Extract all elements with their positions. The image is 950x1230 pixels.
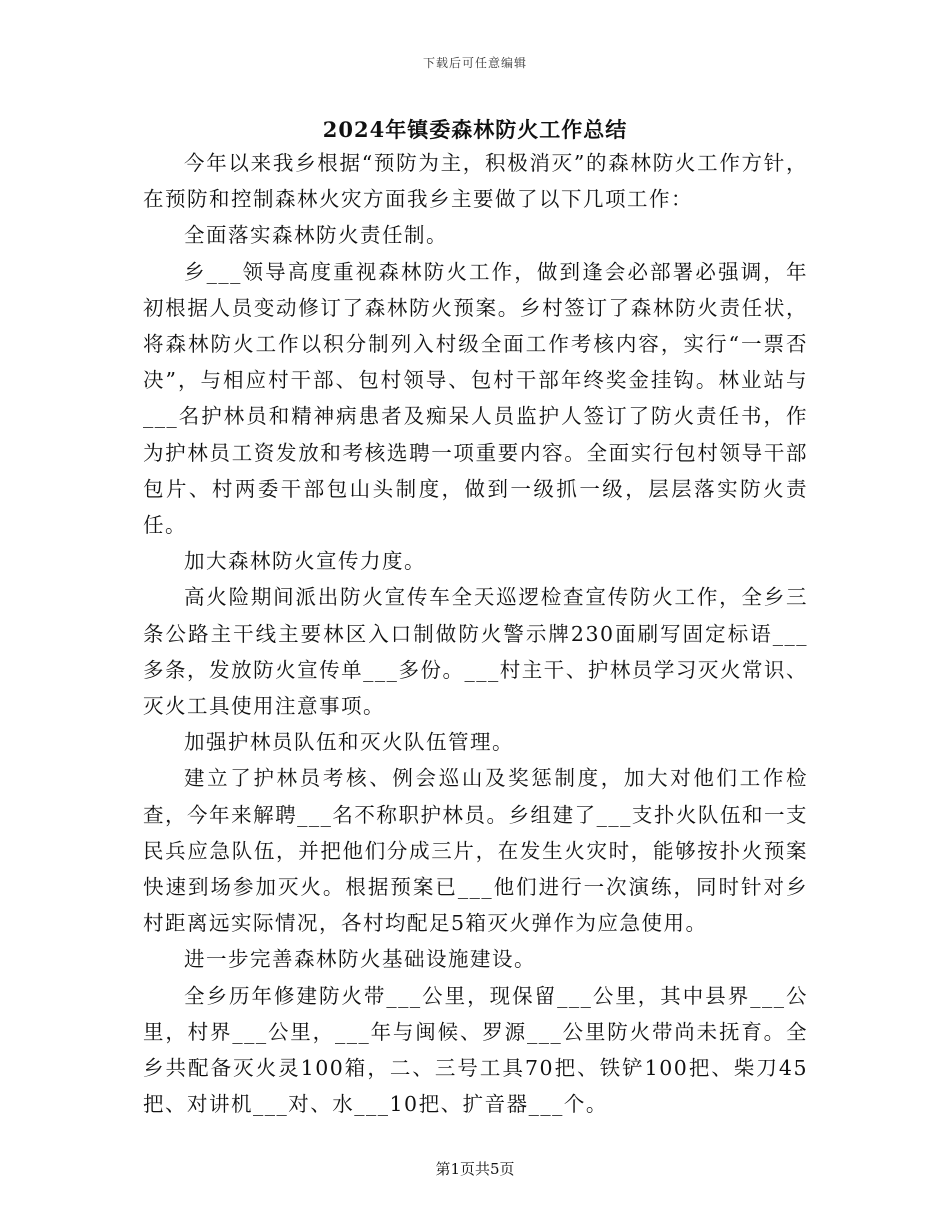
paragraph-teams: 建立了护林员考核、例会巡山及奖惩制度，加大对他们工作检查，今年来解聘___名不称职护林员。乡组建了___支扑火队伍和一支民兵应急队伍，并把他们分成三片，在发生火灾时，能够按扑火预案快速到场参加灭火。根据预案已___他们进行一次演练，同时针对乡村距离远实际情况，各村均配足5箱灭火弹作为应急使用。: [143, 766, 808, 936]
document-body: [143, 145, 808, 1122]
header-note: 下载后可任意编辑: [422, 56, 527, 70]
document-title: 2024年镇委森林防火工作总结: [322, 117, 628, 142]
paragraph-publicity: 高火险期间派出防火宣传车全天巡逻检查宣传防火工作，全乡三条公路主干线主要林区入口制做防火警示牌230面刷写固定标语___多条，发放防火宣传单___多份。___村主干、护林员学习灭火常识、灭火工具使用注意事项。: [143, 585, 808, 719]
page-indicator: 第1页共5页: [435, 1160, 515, 1178]
section-heading-infrastructure: 进一步完善森林防火基础设施建设。: [184, 947, 536, 972]
paragraph-infrastructure: 全乡历年修建防火带___公里，现保留___公里，其中县界___公里，村界___公里，___年与闽候、罗源___公里防火带尚未抚育。全乡共配备灭火灵100箱，二、三号工具70把、铁铲100把、柴刀45把、对讲机___对、水___10把、扩音器___个。: [143, 983, 808, 1117]
section-heading-responsibility: 全面落实森林防火责任制。: [184, 223, 448, 248]
section-heading-teams: 加强护林员队伍和灭火队伍管理。: [184, 730, 514, 755]
paragraph-responsibility: 乡___领导高度重视森林防火工作，做到逢会必部署必强调，年初根据人员变动修订了森林防火预案。乡村签订了森林防火责任状，将森林防火工作以积分制列入村级全面工作考核内容，实行“一票否决”，与相应村干部、包村领导、包村干部年终奖金挂钩。林业站与___名护林员和精神病患者及痴呆人员监护人签订了防火责任书，作为护林员工资发放和考核选聘一项重要内容。全面实行包村领导干部包片、村两委干部包山头制度，做到一级抓一级，层层落实防火责任。: [143, 259, 808, 538]
paragraph-intro: 今年以来我乡根据“预防为主，积极消灭”的森林防火工作方针，在预防和控制森林火灾方面我乡主要做了以下几项工作：: [143, 151, 808, 212]
section-heading-publicity: 加大森林防火宣传力度。: [184, 549, 426, 574]
